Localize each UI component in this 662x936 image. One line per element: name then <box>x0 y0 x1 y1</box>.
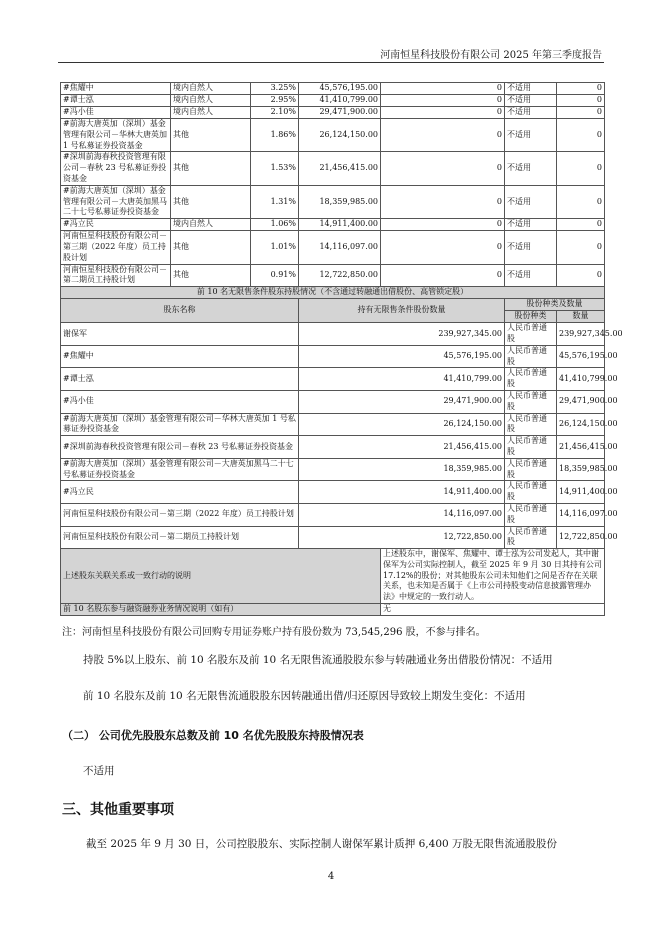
pledge-qty: 0 <box>557 152 605 185</box>
holding-shares: 14,911,400.00 <box>299 219 381 231</box>
table-row <box>61 368 605 391</box>
restricted-shares: 0 <box>381 83 505 95</box>
holding-ratio: 1.86% <box>251 119 299 152</box>
pledge-status: 不适用 <box>505 219 557 231</box>
unrestricted-name: 河南恒星科技股份有限公司－第三期（2022 年度）员工持股计划 <box>61 503 299 526</box>
holding-shares: 29,471,900.00 <box>299 107 381 119</box>
shareholder-nature: 境内自然人 <box>171 83 251 95</box>
shareholder-name: #前海大唐英加（深圳）基金管理有限公司－华林大唐英加 1 号私募证券投资基金 <box>61 119 171 152</box>
table-row <box>61 390 605 413</box>
pledge-qty: 0 <box>557 107 605 119</box>
holding-shares: 12,722,850.00 <box>299 264 381 287</box>
unrestricted-shares: 14,911,400.00 <box>299 481 505 504</box>
shareholder-nature: 其他 <box>171 231 251 264</box>
relation-text: 上述股东中，谢保军、焦耀中、谭士泓为公司发起人，其中谢保军为公司实际控制人，截至 2025 年 9 月 30 日其持有公司 17.12%的股份；对其他股东公司未知他们之间是否存在关联关系，也未知是否属于《上市公司持股变动信息披露管理办法》中规定的一致行动人。 <box>381 549 605 604</box>
unrestricted-shares: 21,456,415.00 <box>299 436 505 459</box>
unrestricted-shares: 12,722,850.00 <box>299 526 505 549</box>
table-row <box>61 458 605 481</box>
holding-ratio: 3.25% <box>251 83 299 95</box>
holding-ratio: 1.31% <box>251 185 299 218</box>
restricted-shares: 0 <box>381 107 505 119</box>
shareholder-name: 河南恒星科技股份有限公司－第三期（2022 年度）员工持股计划 <box>61 231 171 264</box>
shareholder-name: #前海大唐英加（深圳）基金管理有限公司－大唐英加黑马二十七号私募证券投资基金 <box>61 185 171 218</box>
pledge-qty: 0 <box>557 119 605 152</box>
share-type: 人民币普通股 <box>505 526 557 549</box>
pledge-status: 不适用 <box>505 152 557 185</box>
col-header-type-group: 股份种类及数量 <box>505 299 605 311</box>
pledge-qty: 0 <box>557 95 605 107</box>
restricted-shares: 0 <box>381 219 505 231</box>
pledge-status: 不适用 <box>505 119 557 152</box>
shareholder-name: #冯立民 <box>61 219 171 231</box>
share-type: 人民币普通股 <box>505 345 557 368</box>
pledge-status: 不适用 <box>505 264 557 287</box>
unrestricted-name: #焦耀中 <box>61 345 299 368</box>
pledge-qty: 0 <box>557 231 605 264</box>
share-type: 人民币普通股 <box>505 458 557 481</box>
shareholder-nature: 其他 <box>171 152 251 185</box>
holding-ratio: 2.95% <box>251 95 299 107</box>
table-row <box>61 231 605 264</box>
pledge-status: 不适用 <box>505 107 557 119</box>
holding-ratio: 0.91% <box>251 264 299 287</box>
restricted-shares: 0 <box>381 152 505 185</box>
section-preferred-title: （二） 公司优先股股东总数及前 10 名优先股股东持股情况表 <box>62 729 364 742</box>
share-qty: 12,722,850.00 <box>557 526 605 549</box>
table-row <box>61 119 605 152</box>
holding-ratio: 1.06% <box>251 219 299 231</box>
page-number: 4 <box>327 871 335 882</box>
share-qty: 14,911,400.00 <box>557 481 605 504</box>
share-qty: 18,359,985.00 <box>557 458 605 481</box>
holding-shares: 45,576,195.00 <box>299 83 381 95</box>
col-header-type: 股份种类 <box>505 311 557 323</box>
pledge-qty: 0 <box>557 185 605 218</box>
pledge-status: 不适用 <box>505 83 557 95</box>
unrestricted-section-title: 前 10 名无限售条件股东持股情况（不含通过转融通出借股份、高管锁定股） <box>61 287 605 299</box>
share-type: 人民币普通股 <box>505 368 557 391</box>
share-type: 人民币普通股 <box>505 390 557 413</box>
unrestricted-shares: 29,471,900.00 <box>299 390 505 413</box>
unrestricted-name: 谢保军 <box>61 323 299 346</box>
column-header-row <box>61 299 605 311</box>
shareholder-name: #焦耀中 <box>61 83 171 95</box>
restricted-shares: 0 <box>381 95 505 107</box>
unrestricted-name: #冯小佳 <box>61 390 299 413</box>
holding-ratio: 1.01% <box>251 231 299 264</box>
col-header-qty: 数量 <box>557 311 605 323</box>
header-divider <box>58 62 604 63</box>
margin-label: 前 10 名股东参与融资融券业务情况说明（如有） <box>61 604 381 616</box>
report-header: 河南恒星科技股份有限公司 2025 年第三季度报告 <box>380 50 602 61</box>
table-row <box>61 436 605 459</box>
share-qty: 14,116,097.00 <box>557 503 605 526</box>
relation-label: 上述股东关联关系或一致行动的说明 <box>61 549 381 604</box>
unrestricted-shares: 18,359,985.00 <box>299 458 505 481</box>
share-type: 人民币普通股 <box>505 413 557 436</box>
unrestricted-shares: 26,124,150.00 <box>299 413 505 436</box>
shareholder-nature: 境内自然人 <box>171 219 251 231</box>
change-paragraph: 前 10 名股东及前 10 名无限售流通股股东因转融通出借/归还原因导致较上期发生变化：不适用 <box>83 690 526 702</box>
restricted-shares: 0 <box>381 264 505 287</box>
restricted-shares: 0 <box>381 185 505 218</box>
table-row <box>61 95 605 107</box>
section-header-row <box>61 287 605 299</box>
unrestricted-shares: 41,410,799.00 <box>299 368 505 391</box>
unrestricted-name: 河南恒星科技股份有限公司－第二期员工持股计划 <box>61 526 299 549</box>
share-qty: 21,456,415.00 <box>557 436 605 459</box>
holding-shares: 41,410,799.00 <box>299 95 381 107</box>
shareholder-name: #深圳前海春秋投资管理有限公司－春秋 23 号私募证券投资基金 <box>61 152 171 185</box>
table-row <box>61 83 605 95</box>
col-header-name: 股东名称 <box>61 299 299 323</box>
unrestricted-name: #冯立民 <box>61 481 299 504</box>
table-row <box>61 152 605 185</box>
share-qty: 239,927,345.00 <box>557 323 605 346</box>
restricted-shares: 0 <box>381 231 505 264</box>
share-type: 人民币普通股 <box>505 323 557 346</box>
table-row <box>61 107 605 119</box>
col-header-shares: 持有无限售条件股份数量 <box>299 299 505 323</box>
table-row <box>61 526 605 549</box>
shareholder-name: #谭士泓 <box>61 95 171 107</box>
share-qty: 29,471,900.00 <box>557 390 605 413</box>
pledge-qty: 0 <box>557 83 605 95</box>
share-type: 人民币普通股 <box>505 503 557 526</box>
shareholder-name: 河南恒星科技股份有限公司－第二期员工持股计划 <box>61 264 171 287</box>
relation-row <box>61 549 605 604</box>
section-other-title: 三、其他重要事项 <box>62 802 174 818</box>
shareholder-nature: 其他 <box>171 119 251 152</box>
shareholder-nature: 其他 <box>171 264 251 287</box>
table-row <box>61 345 605 368</box>
lending-paragraph: 持股 5%以上股东、前 10 名股东及前 10 名无限售流通股股东参与转融通业务出借股份情况：不适用 <box>83 654 553 666</box>
unrestricted-shares: 45,576,195.00 <box>299 345 505 368</box>
unrestricted-name: #前海大唐英加（深圳）基金管理有限公司－大唐英加黑马二十七号私募证券投资基金 <box>61 458 299 481</box>
section-preferred-body: 不适用 <box>83 765 115 777</box>
holding-ratio: 2.10% <box>251 107 299 119</box>
share-qty: 26,124,150.00 <box>557 413 605 436</box>
unrestricted-name: #前海大唐英加（深圳）基金管理有限公司－华林大唐英加 1 号私募证券投资基金 <box>61 413 299 436</box>
table-row <box>61 185 605 218</box>
share-type: 人民币普通股 <box>505 436 557 459</box>
pledge-status: 不适用 <box>505 231 557 264</box>
table-row <box>61 219 605 231</box>
pledge-status: 不适用 <box>505 185 557 218</box>
margin-row <box>61 604 605 616</box>
holding-shares: 18,359,985.00 <box>299 185 381 218</box>
holding-shares: 21,456,415.00 <box>299 152 381 185</box>
table-note: 注：河南恒星科技股份有限公司回购专用证券账户持有股份数为 73,545,296 股，不参与排名。 <box>62 627 486 638</box>
table-row <box>61 323 605 346</box>
table-row <box>61 413 605 436</box>
shareholders-table <box>60 82 623 616</box>
share-qty: 41,410,799.00 <box>557 368 605 391</box>
shareholder-name: #冯小佳 <box>61 107 171 119</box>
pledge-status: 不适用 <box>505 95 557 107</box>
table-row <box>61 481 605 504</box>
table-row <box>61 503 605 526</box>
shareholder-nature: 其他 <box>171 185 251 218</box>
share-type: 人民币普通股 <box>505 481 557 504</box>
section-other-body: 截至 2025 年 9 月 30 日，公司控股股东、实际控制人谢保军累计质押 6,400 万股无限售流通股股份 <box>86 838 558 850</box>
holding-shares: 14,116,097.00 <box>299 231 381 264</box>
unrestricted-shares: 239,927,345.00 <box>299 323 505 346</box>
table-row <box>61 264 605 287</box>
restricted-shares: 0 <box>381 119 505 152</box>
margin-text: 无 <box>381 604 605 616</box>
share-qty: 45,576,195.00 <box>557 345 605 368</box>
pledge-qty: 0 <box>557 219 605 231</box>
unrestricted-shares: 14,116,097.00 <box>299 503 505 526</box>
shareholder-nature: 境内自然人 <box>171 95 251 107</box>
unrestricted-name: #谭士泓 <box>61 368 299 391</box>
unrestricted-name: #深圳前海春秋投资管理有限公司－春秋 23 号私募证券投资基金 <box>61 436 299 459</box>
pledge-qty: 0 <box>557 264 605 287</box>
shareholder-nature: 境内自然人 <box>171 107 251 119</box>
holding-shares: 26,124,150.00 <box>299 119 381 152</box>
holding-ratio: 1.53% <box>251 152 299 185</box>
